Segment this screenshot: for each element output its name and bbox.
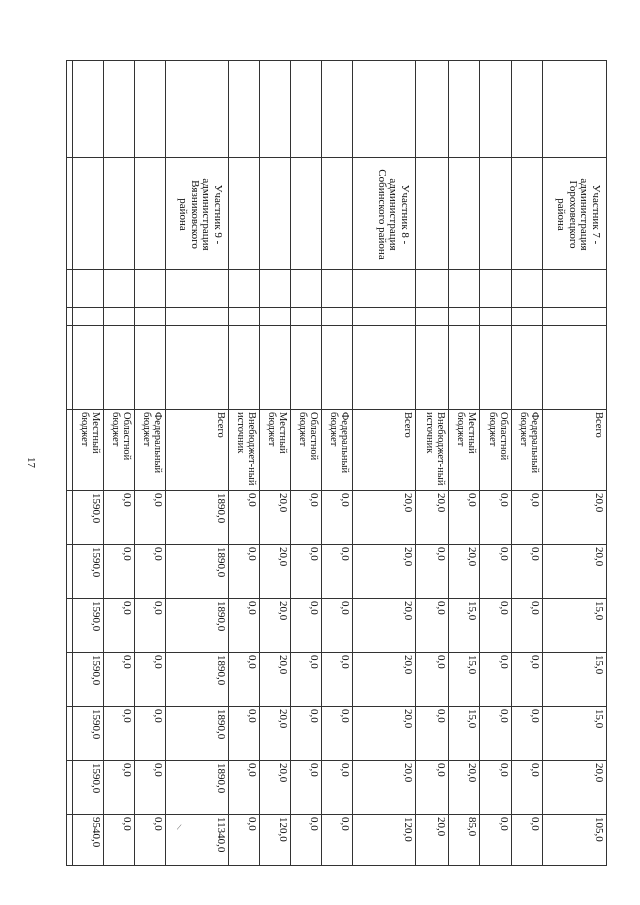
value-cell: 0,0	[104, 599, 135, 653]
value-cell: 0,0	[291, 545, 322, 599]
empty-cell	[353, 326, 416, 410]
empty-cell	[104, 270, 135, 308]
empty-cell	[260, 326, 291, 410]
value-cell: 20,0	[449, 761, 480, 815]
table-row	[135, 61, 166, 866]
empty-cell	[73, 61, 104, 158]
value-cell: 20,0	[353, 599, 416, 653]
empty-cell	[353, 270, 416, 308]
value-cell: 1890,0	[166, 491, 229, 545]
participant-cell: Участник 8 - администрация Собинского района	[353, 158, 416, 270]
value-cell: 0,0	[512, 491, 543, 545]
empty-cell	[229, 270, 260, 308]
value-cell: 0,0	[322, 545, 353, 599]
value-cell: 1590,0	[73, 761, 104, 815]
value-cell: 20,0	[416, 491, 449, 545]
value-cell: 20,0	[260, 599, 291, 653]
value-cell: 0,0	[229, 491, 260, 545]
empty-cell	[322, 61, 353, 158]
empty-cell	[449, 61, 480, 158]
value-cell: 120,0	[353, 815, 416, 866]
value-cell: 0,0	[291, 815, 322, 866]
value-cell: 20,0	[416, 815, 449, 866]
table-row	[416, 61, 449, 866]
empty-cell	[166, 61, 229, 158]
empty-cell	[166, 326, 229, 410]
value-cell: 0,0	[480, 707, 512, 761]
value-cell: 0,0	[291, 653, 322, 707]
empty-cell	[67, 61, 73, 158]
value-cell: 0,0	[104, 545, 135, 599]
value-cell: 1890,0	[166, 761, 229, 815]
value-cell: 0,0	[449, 491, 480, 545]
funding-source-cell: Всего	[543, 410, 607, 491]
value-cell: 1890,0	[166, 599, 229, 653]
participant-cell	[480, 158, 512, 270]
value-cell: 0,0	[229, 545, 260, 599]
value-cell: 20,0	[543, 491, 607, 545]
value-cell: 15,0	[449, 599, 480, 653]
value-cell: 0,0	[104, 653, 135, 707]
value-cell: 15,0	[543, 653, 607, 707]
rotated-table-wrapper	[78, 60, 607, 853]
empty-cell	[449, 308, 480, 326]
value-cell: 0,0	[322, 599, 353, 653]
budget-table	[66, 60, 607, 866]
table-row	[480, 61, 512, 866]
funding-source-cell: Местный бюджет	[260, 410, 291, 491]
participant-cell	[135, 158, 166, 270]
value-cell: 0,0	[104, 761, 135, 815]
value-cell: 1890,0	[166, 653, 229, 707]
funding-source-cell: Внебюджет-ный источник	[229, 410, 260, 491]
empty-cell	[104, 308, 135, 326]
value-cell: 0,0	[512, 761, 543, 815]
participant-cell	[67, 158, 73, 270]
empty-cell	[166, 270, 229, 308]
empty-cell	[73, 326, 104, 410]
empty-cell	[260, 308, 291, 326]
funding-source-cell: Местный бюджет	[73, 410, 104, 491]
value-cell: 0,0	[480, 815, 512, 866]
value-cell: 15,0	[543, 707, 607, 761]
value-cell: 15,0	[543, 599, 607, 653]
value-cell: 1590,0	[73, 653, 104, 707]
value-cell: 0,0	[480, 599, 512, 653]
funding-source-cell: Федеральный бюджет	[512, 410, 543, 491]
value-cell: 20,0	[543, 761, 607, 815]
funding-source-cell: Всего	[353, 410, 416, 491]
value-cell	[67, 707, 73, 761]
empty-cell	[73, 308, 104, 326]
funding-source-cell: Внебюджет-ный источник	[416, 410, 449, 491]
empty-cell	[416, 270, 449, 308]
empty-cell	[229, 326, 260, 410]
table-body	[67, 61, 607, 866]
value-cell: 9540,0	[73, 815, 104, 866]
value-cell: 0,0	[512, 599, 543, 653]
participant-cell	[104, 158, 135, 270]
participant-cell	[512, 158, 543, 270]
participant-cell	[260, 158, 291, 270]
empty-cell	[291, 308, 322, 326]
value-cell: 20,0	[260, 545, 291, 599]
value-cell	[67, 599, 73, 653]
funding-source-cell: Местный бюджет	[449, 410, 480, 491]
empty-cell	[543, 61, 607, 158]
empty-cell	[416, 61, 449, 158]
empty-cell	[512, 61, 543, 158]
value-cell: 15,0	[449, 653, 480, 707]
funding-source-cell: Областной бюджет	[480, 410, 512, 491]
table-row	[229, 61, 260, 866]
table-row	[104, 61, 135, 866]
table-row	[543, 61, 607, 866]
empty-cell	[449, 326, 480, 410]
value-cell: 0,0	[416, 761, 449, 815]
funding-source-cell: Всего	[166, 410, 229, 491]
empty-cell	[353, 308, 416, 326]
value-cell: 15,0	[449, 707, 480, 761]
value-cell: 1890,0	[166, 707, 229, 761]
value-cell: 0,0	[291, 599, 322, 653]
value-cell: 0,0	[480, 761, 512, 815]
value-cell: 0,0	[322, 815, 353, 866]
value-cell: 0,0	[291, 707, 322, 761]
table-row	[449, 61, 480, 866]
value-cell: 0,0	[291, 761, 322, 815]
participant-cell: Участник 9 - администрация Вязниковского района	[166, 158, 229, 270]
empty-cell	[480, 270, 512, 308]
value-cell	[67, 491, 73, 545]
value-cell: 0,0	[229, 815, 260, 866]
table-row	[73, 61, 104, 866]
participant-cell	[291, 158, 322, 270]
value-cell: 0,0	[512, 653, 543, 707]
value-cell: 20,0	[260, 761, 291, 815]
value-cell: 85,0	[449, 815, 480, 866]
value-cell: 20,0	[353, 707, 416, 761]
value-cell: 0,0	[104, 815, 135, 866]
empty-cell	[480, 326, 512, 410]
empty-cell	[416, 326, 449, 410]
value-cell	[67, 545, 73, 599]
value-cell: 0,0	[229, 707, 260, 761]
value-cell: 0,0	[512, 545, 543, 599]
funding-source-cell	[67, 410, 73, 491]
value-cell: 0,0	[480, 653, 512, 707]
value-cell: 0,0	[229, 653, 260, 707]
value-cell: 120,0	[260, 815, 291, 866]
table-row	[166, 61, 229, 866]
participant-cell: Участник 7 - администрация Гороховецкого района	[543, 158, 607, 270]
value-cell: 20,0	[260, 707, 291, 761]
empty-cell	[135, 61, 166, 158]
table-row	[260, 61, 291, 866]
value-cell: 0,0	[480, 545, 512, 599]
empty-cell	[135, 326, 166, 410]
empty-cell	[260, 270, 291, 308]
value-cell: 11340,0	[166, 815, 229, 866]
value-cell: 0,0	[291, 491, 322, 545]
empty-cell	[291, 270, 322, 308]
value-cell: 0,0	[135, 761, 166, 815]
value-cell: 0,0	[322, 491, 353, 545]
value-cell: 0,0	[135, 491, 166, 545]
stray-mark: \	[174, 823, 185, 831]
value-cell: 0,0	[322, 707, 353, 761]
value-cell: 1590,0	[73, 491, 104, 545]
value-cell: 0,0	[135, 815, 166, 866]
empty-cell	[322, 270, 353, 308]
value-cell: 0,0	[104, 707, 135, 761]
empty-cell	[67, 270, 73, 308]
table-row	[67, 61, 73, 866]
value-cell: 0,0	[416, 545, 449, 599]
value-cell: 20,0	[353, 761, 416, 815]
value-cell: 20,0	[543, 545, 607, 599]
value-cell: 0,0	[416, 707, 449, 761]
value-cell: 0,0	[322, 761, 353, 815]
value-cell: 20,0	[449, 545, 480, 599]
value-cell: 20,0	[353, 545, 416, 599]
empty-cell	[449, 270, 480, 308]
value-cell: 20,0	[260, 491, 291, 545]
value-cell: 0,0	[229, 761, 260, 815]
participant-cell	[229, 158, 260, 270]
empty-cell	[260, 61, 291, 158]
value-cell: 20,0	[260, 653, 291, 707]
empty-cell	[67, 308, 73, 326]
funding-source-cell: Областной бюджет	[291, 410, 322, 491]
value-cell: 0,0	[229, 599, 260, 653]
value-cell: 1890,0	[166, 545, 229, 599]
empty-cell	[104, 61, 135, 158]
value-cell: 105,0	[543, 815, 607, 866]
funding-source-cell: Областной бюджет	[104, 410, 135, 491]
page-number: 17	[25, 457, 37, 468]
empty-cell	[166, 308, 229, 326]
empty-cell	[229, 308, 260, 326]
empty-cell	[543, 270, 607, 308]
value-cell: 0,0	[135, 599, 166, 653]
participant-cell	[449, 158, 480, 270]
value-cell	[67, 815, 73, 866]
empty-cell	[229, 61, 260, 158]
value-cell: 20,0	[353, 653, 416, 707]
table-row	[512, 61, 543, 866]
value-cell: 20,0	[353, 491, 416, 545]
empty-cell	[67, 326, 73, 410]
empty-cell	[512, 308, 543, 326]
participant-cell	[322, 158, 353, 270]
value-cell: 0,0	[480, 491, 512, 545]
value-cell: 0,0	[416, 599, 449, 653]
empty-cell	[512, 326, 543, 410]
empty-cell	[512, 270, 543, 308]
funding-source-cell: Федеральный бюджет	[322, 410, 353, 491]
empty-cell	[322, 326, 353, 410]
participant-cell	[416, 158, 449, 270]
empty-cell	[480, 61, 512, 158]
value-cell: 1590,0	[73, 545, 104, 599]
empty-cell	[353, 61, 416, 158]
empty-cell	[291, 326, 322, 410]
value-cell	[67, 653, 73, 707]
empty-cell	[135, 270, 166, 308]
table-row	[291, 61, 322, 866]
value-cell: 0,0	[104, 491, 135, 545]
value-cell: 0,0	[135, 653, 166, 707]
participant-cell	[73, 158, 104, 270]
empty-cell	[135, 308, 166, 326]
value-cell: 0,0	[512, 815, 543, 866]
funding-source-cell: Федеральный бюджет	[135, 410, 166, 491]
value-cell: 1590,0	[73, 707, 104, 761]
empty-cell	[291, 61, 322, 158]
value-cell: 0,0	[416, 653, 449, 707]
value-cell	[67, 761, 73, 815]
empty-cell	[543, 308, 607, 326]
empty-cell	[416, 308, 449, 326]
table-row	[322, 61, 353, 866]
value-cell: 0,0	[135, 707, 166, 761]
value-cell: 0,0	[512, 707, 543, 761]
value-cell: 1590,0	[73, 599, 104, 653]
empty-cell	[543, 326, 607, 410]
value-cell: 0,0	[135, 545, 166, 599]
empty-cell	[480, 308, 512, 326]
value-cell: 0,0	[322, 653, 353, 707]
empty-cell	[73, 270, 104, 308]
empty-cell	[322, 308, 353, 326]
table-row	[353, 61, 416, 866]
empty-cell	[104, 326, 135, 410]
